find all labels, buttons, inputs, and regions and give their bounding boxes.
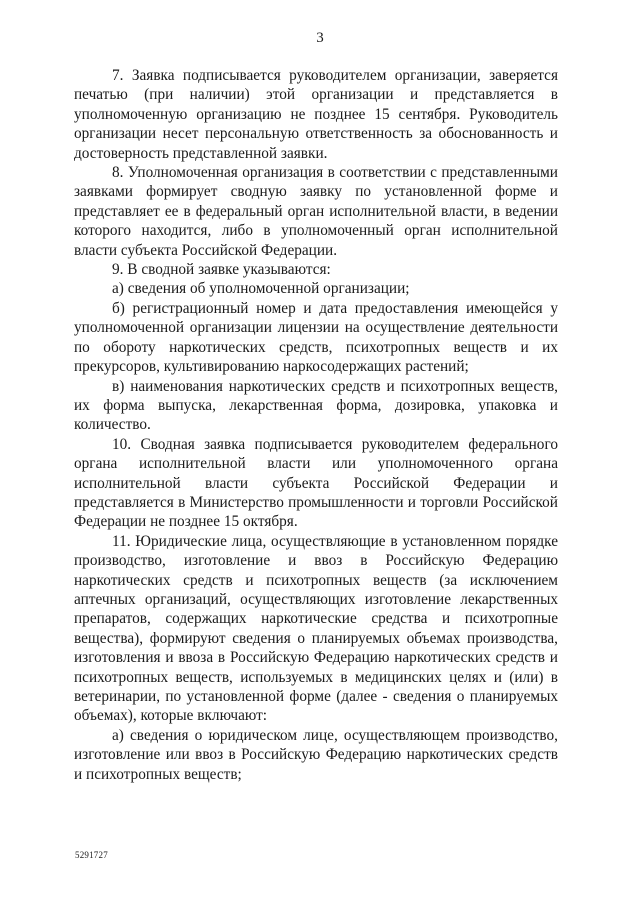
paragraph-10: 10. Сводная заявка подписывается руководителем федерального органа исполнительной власти или уполномоченного органа исполнительной власти субъекта Российской Федерации и представляется в Министерство промышленности и торговли Российской Федерации не позднее 15 октября. (74, 435, 558, 531)
paragraph-7: 7. Заявка подписывается руководителем организации, заверяется печатью (при наличии) этой организации и представляется в уполномоченную организацию не позднее 15 сентября. Руководитель организации несет персональную ответственность за обоснованность и достоверность представленной заявки. (74, 67, 558, 162)
paragraph-9b: б) регистрационный номер и дата предоставления имеющейся у уполномоченной организации лицензии на осуществление деятельности по обороту наркотических средств, психотропных веществ и их прекурсоров, культивированию наркосодержащих растений; (74, 299, 558, 376)
page-number: 3 (316, 30, 324, 46)
paragraph-11a: а) сведения о юридическом лице, осуществляющем производство, изготовление или ввоз в Российскую Федерацию наркотических средств и психотропных веществ; (74, 726, 558, 783)
document-body (74, 66, 558, 784)
paragraph-8: 8. Уполномоченная организация в соответствии с представленными заявками формирует сводную заявку по установленной форме и представляет ее в федеральный орган исполнительной власти, в ведении которого находится, либо в уполномоченный орган исполнительной власти субъекта Российской Федерации. (74, 164, 558, 259)
paragraph-9a: а) сведения об уполномоченной организации; (112, 280, 410, 298)
paragraph-9v: в) наименования наркотических средств и психотропных веществ, их форма выпуска, лекарственная форма, дозировка, упаковка и количество. (74, 377, 558, 434)
paragraph-9: 9. В сводной заявке указываются: (112, 261, 331, 279)
paragraph-11: 11. Юридические лица, осуществляющие в установленном порядке производство, изготовление и ввоз в Российскую Федерацию наркотических средств и психотропных веществ (за исключением аптечных организаций, осуществляющих изготовление лекарственных препаратов, содержащих наркотические средства и психотропные вещества), формируют сведения о планируемых объемах производства, изготовления и ввоза в Российскую Федерацию наркотических средств и психотропных веществ, используемых в медицинских целях и (или) в ветеринарии, по установленной форме (далее - сведения о планируемых объемах), которые включают: (74, 532, 558, 725)
document-id: 5291727 (75, 850, 108, 860)
